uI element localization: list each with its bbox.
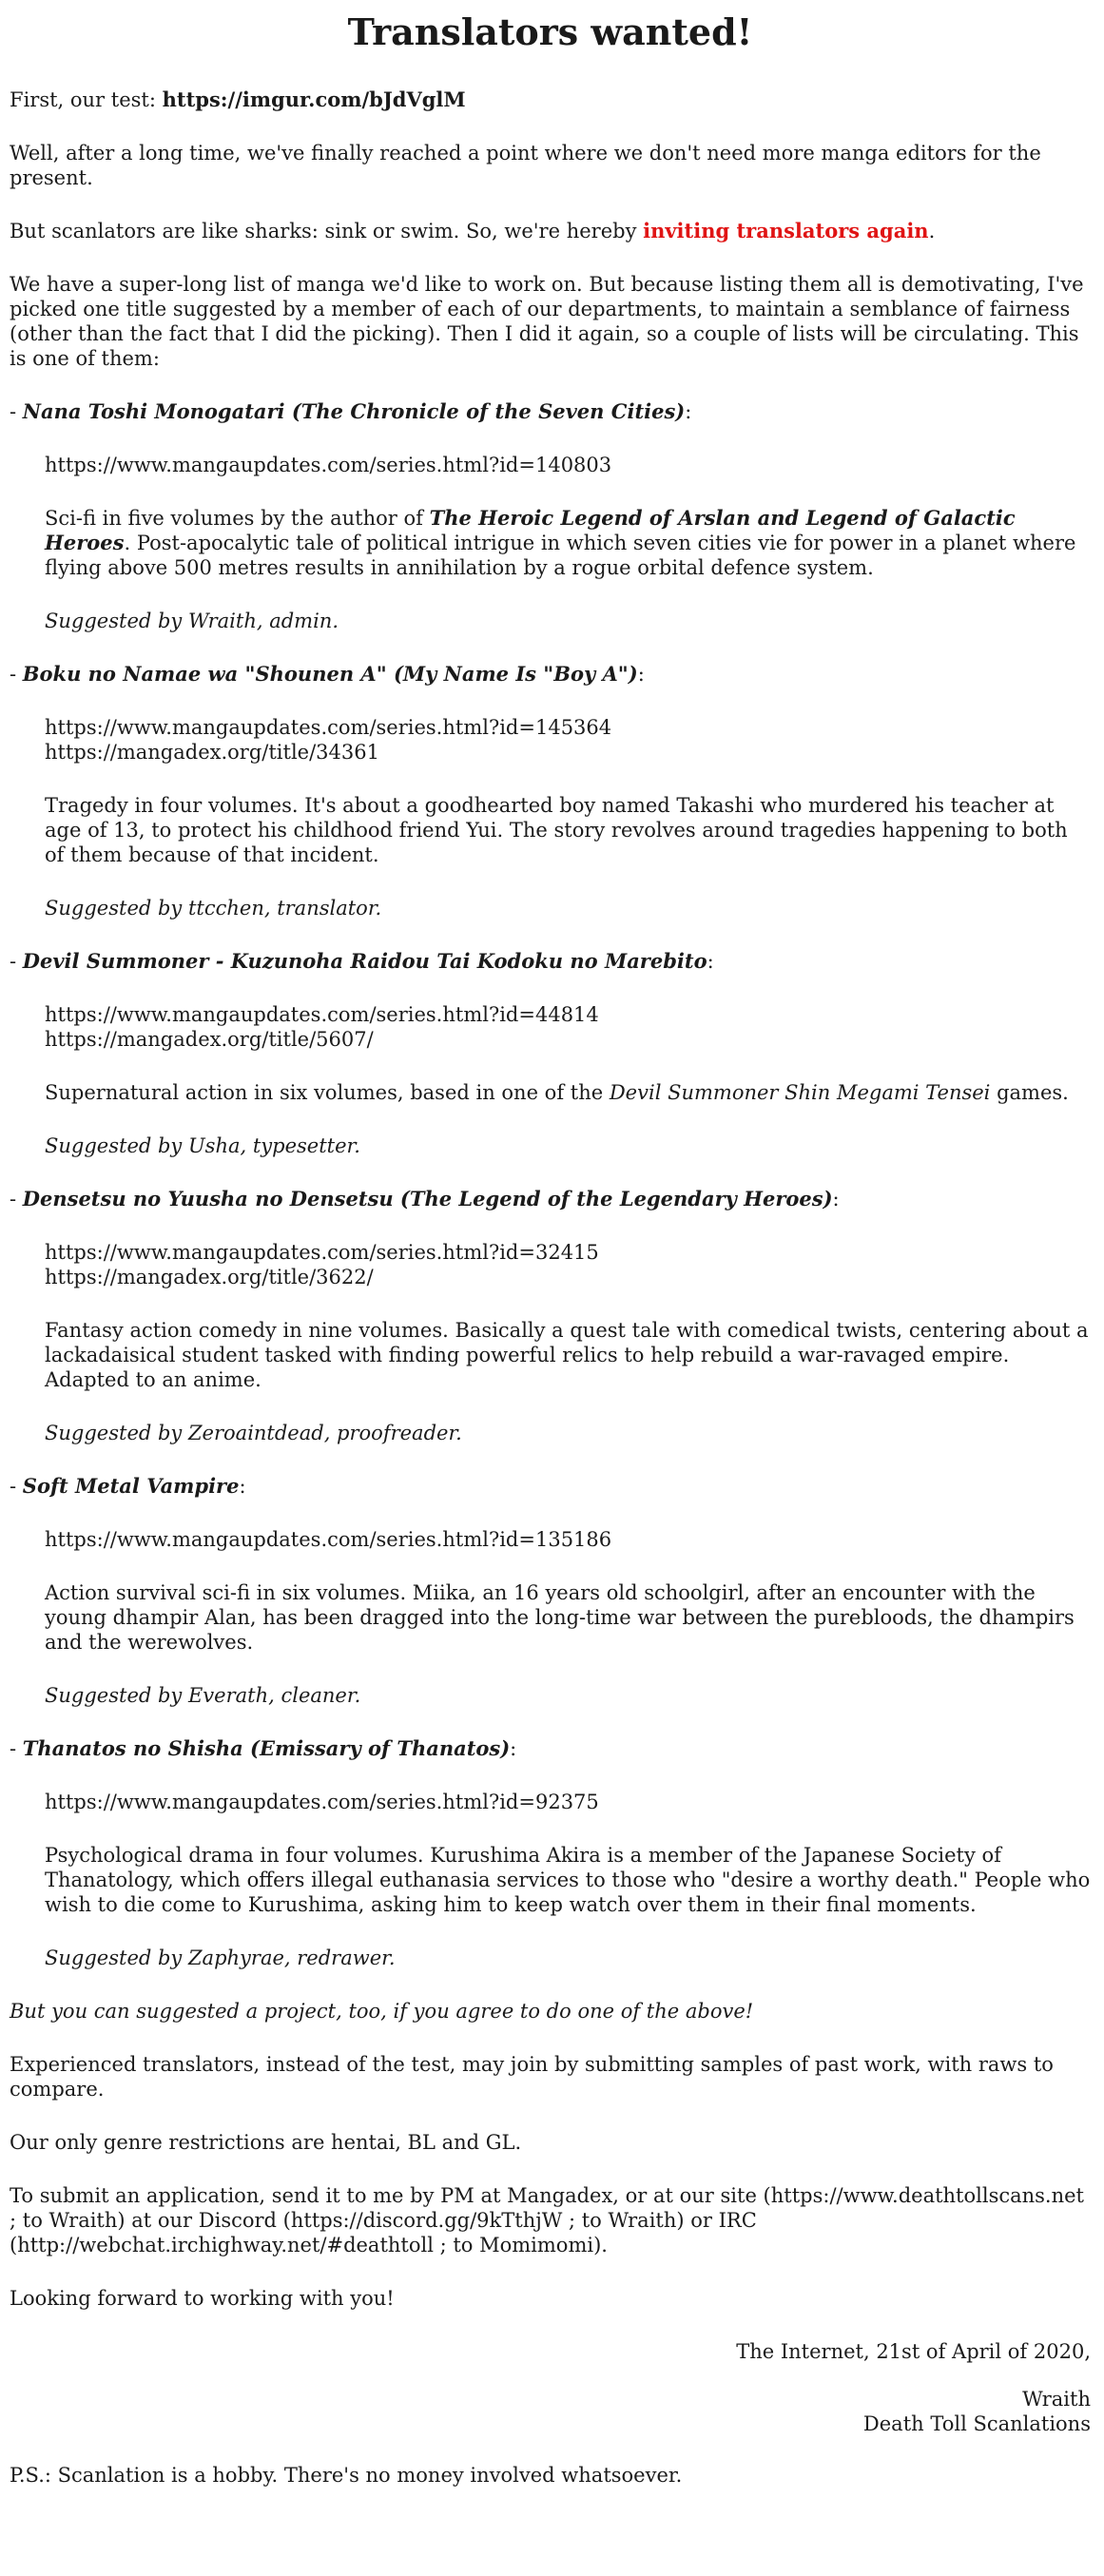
suggested-by: Suggested by Zaphyrae, redrawer. xyxy=(45,1947,396,1969)
entry-urls xyxy=(45,1790,1091,1814)
intro-test-line xyxy=(10,87,1091,112)
entry-urls xyxy=(45,1527,1091,1552)
entry-description-run: Tragedy in four volumes. It's about a goodhearted boy named Takashi who murdered his teacher at age of 13, to protect his childhood friend Yui. The story revolves around tragedies happening to both of them because of that incident. xyxy=(45,794,1068,866)
entry-bullet: - xyxy=(10,1188,23,1211)
entry-url: https://mangadex.org/title/3622/ xyxy=(45,1266,374,1288)
closing-looking-forward: Looking forward to working with you! xyxy=(10,2287,395,2310)
entry-title-text: Thanatos no Shisha (Emissary of Thanatos) xyxy=(22,1736,511,1760)
entry-description-run: Devil Summoner Shin Megami Tensei xyxy=(609,1081,991,1104)
entry-description-run: Fantasy action comedy in nine volumes. Basically a quest tale with comedical twists, centering about a lackadaisical student tasked with finding powerful relics to help rebuild a war-ravaged empire. Adapted to an anime. xyxy=(45,1319,1089,1391)
entry-title-text: Boku no Namae wa "Shounen A" (My Name Is "Boy A") xyxy=(22,662,638,686)
manga-entry xyxy=(10,399,1091,633)
entry-url: https://www.mangaupdates.com/series.html?id=135186 xyxy=(45,1528,612,1551)
closing-note: But you can suggested a project, too, if you agree to do one of the above! xyxy=(10,2000,754,2023)
page-title: Translators wanted! xyxy=(347,10,753,53)
suggested-by: Suggested by Zeroaintdead, proofreader. xyxy=(45,1422,462,1444)
entry-description-run: Sci-fi in five volumes by the author of xyxy=(45,507,430,530)
entry-title-text: Densetsu no Yuusha no Densetsu (The Legend of the Legendary Heroes) xyxy=(22,1187,833,1211)
entry-title xyxy=(10,949,1091,974)
suggested-by: Suggested by Usha, typesetter. xyxy=(45,1134,360,1157)
entry-title xyxy=(10,399,1091,424)
entry-bullet: - xyxy=(10,1737,23,1760)
manga-entry xyxy=(10,1474,1091,1708)
entry-bullet: - xyxy=(10,400,23,423)
sharks-prefix: But scanlators are like sharks: sink or swim. So, we're hereby xyxy=(10,220,644,242)
entry-bullet: - xyxy=(10,950,23,973)
entry-description-run: . Post-apocalytic tale of political intrigue in which seven cities vie for power in a planet where flying above 500 metres results in annihilation by a rogue orbital defence system. xyxy=(45,532,1076,579)
entry-url: https://www.mangaupdates.com/series.html?id=92375 xyxy=(45,1791,599,1813)
signature-block xyxy=(10,2387,1091,2436)
signature-name: Wraith xyxy=(1022,2388,1091,2411)
sharks-suffix: . xyxy=(928,220,936,242)
suggested-by: Suggested by ttcchen, translator. xyxy=(45,897,382,920)
entry-urls xyxy=(45,453,1091,477)
entry-title-text: Soft Metal Vampire xyxy=(22,1474,240,1498)
entry-description xyxy=(45,1580,1091,1655)
entry-url: https://www.mangaupdates.com/series.html?id=32415 xyxy=(45,1241,599,1264)
entry-url: https://mangadex.org/title/34361 xyxy=(45,741,379,764)
entry-title xyxy=(10,1187,1091,1211)
entry-description xyxy=(45,1080,1091,1105)
entry-description-run: games. xyxy=(990,1081,1069,1104)
ps-line: P.S.: Scanlation is a hobby. There's no money involved whatsoever. xyxy=(10,2464,683,2487)
signature-group: Death Toll Scanlations xyxy=(862,2412,1091,2435)
entries-list xyxy=(10,399,1091,1970)
entry-title-colon: : xyxy=(510,1737,517,1760)
imgur-test-url: https://imgur.com/bJdVglM xyxy=(162,87,466,111)
entry-bullet: - xyxy=(10,1475,23,1498)
manga-entry xyxy=(10,1736,1091,1970)
intro-paragraph-editors: Well, after a long time, we've finally reached a point where we don't need more manga editors for the present. xyxy=(10,142,1041,189)
entry-title-colon: : xyxy=(239,1475,246,1498)
entry-description xyxy=(45,1843,1091,1917)
closing-experienced: Experienced translators, instead of the test, may join by submitting samples of past work, with raws to compare. xyxy=(10,2053,1054,2101)
entry-description-run: The Heroic Legend of Arslan and Legend of Galactic Heroes xyxy=(45,506,1016,554)
entry-description xyxy=(45,506,1091,580)
entry-url: https://mangadex.org/title/5607/ xyxy=(45,1028,374,1051)
intro-test-prefix: First, our test: xyxy=(10,88,163,111)
entry-description-run: Supernatural action in six volumes, based in one of the xyxy=(45,1081,610,1104)
entry-title xyxy=(10,1474,1091,1499)
closing-genre-restrictions: Our only genre restrictions are hentai, BL and GL. xyxy=(10,2131,522,2154)
entry-title-colon: : xyxy=(637,663,645,686)
entry-title-colon: : xyxy=(832,1188,840,1211)
entry-bullet: - xyxy=(10,663,23,686)
closing-submit-instructions: To submit an application, send it to me by PM at Mangadex, or at our site (https://www.deathtollscans.net ; to Wraith) at our Discord (https://discord.gg/9kTthjW ; to Wraith) or IRC (http://webchat.irchighway.net/#deathtoll ; to Momimomi). xyxy=(10,2184,1085,2256)
entry-title-colon: : xyxy=(707,950,714,973)
entry-url: https://www.mangaupdates.com/series.html?id=145364 xyxy=(45,716,612,739)
entry-description-run: Psychological drama in four volumes. Kurushima Akira is a member of the Japanese Society of Thanatology, which offers illegal euthanasia services to those who "desire a worthy death." People who wish to die come to Kurushima, asking him to keep watch over them in their final moments. xyxy=(45,1844,1091,1916)
suggested-by: Suggested by Wraith, admin. xyxy=(45,610,339,632)
entry-title-colon: : xyxy=(685,400,692,423)
intro-paragraph-list: We have a super-long list of manga we'd like to work on. But because listing them all is demotivating, I've picked one title suggested by a member of each of our departments, to maintain a semblance of fairness (other than the fact that I did the picking). Then I did it again, so a couple of lists will be circulating. This is one of them: xyxy=(10,273,1084,370)
entry-url: https://www.mangaupdates.com/series.html?id=140803 xyxy=(45,454,612,476)
manga-entry xyxy=(10,949,1091,1158)
entry-title xyxy=(10,1736,1091,1761)
intro-paragraph-sharks xyxy=(10,219,1091,243)
entry-description-run: Action survival sci-fi in six volumes. Miika, an 16 years old schoolgirl, after an encounter with the young dhampir Alan, has been dragged into the long-time war between the purebloods, the dhampirs and the werewolves. xyxy=(45,1581,1075,1654)
date-line: The Internet, 21st of April of 2020, xyxy=(736,2340,1091,2363)
entry-title xyxy=(10,662,1091,687)
entry-description xyxy=(45,793,1091,867)
entry-description xyxy=(45,1318,1091,1392)
entry-urls xyxy=(45,1240,1091,1289)
entry-urls xyxy=(45,1002,1091,1052)
entry-title-text: Nana Toshi Monogatari (The Chronicle of the Seven Cities) xyxy=(22,399,686,423)
inviting-translators-highlight: inviting translators again xyxy=(643,219,929,242)
suggested-by: Suggested by Everath, cleaner. xyxy=(45,1684,361,1707)
entry-urls xyxy=(45,715,1091,765)
entry-url: https://www.mangaupdates.com/series.html?id=44814 xyxy=(45,1003,599,1026)
entry-title-text: Devil Summoner - Kuzunoha Raidou Tai Kodoku no Marebito xyxy=(22,949,707,973)
manga-entry xyxy=(10,1187,1091,1445)
manga-entry xyxy=(10,662,1091,920)
